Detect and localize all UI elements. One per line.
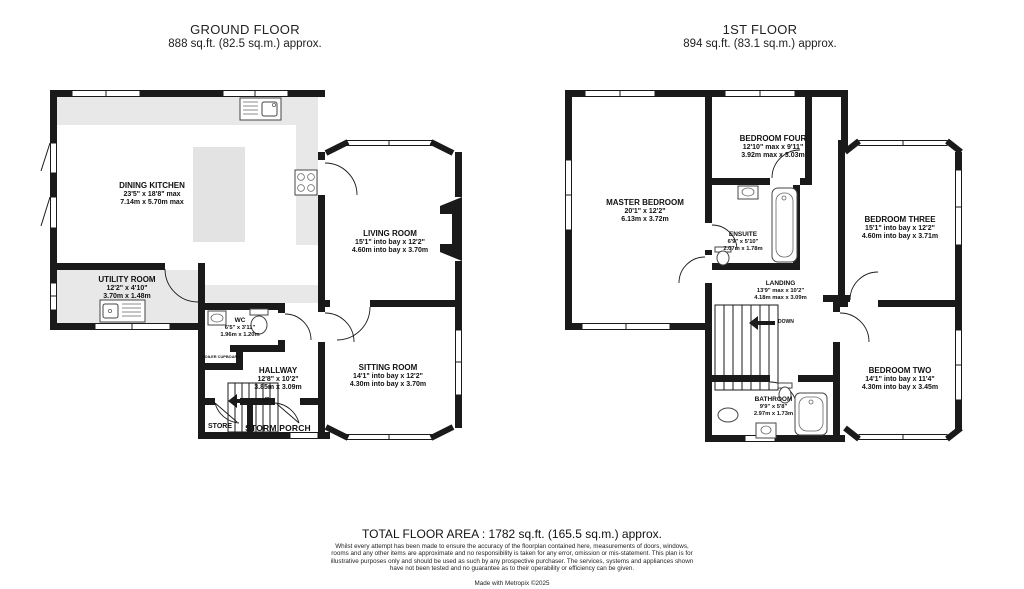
ensuite-basin-icon (738, 186, 758, 199)
room-label-utility-room: UTILITY ROOM 12'2" x 4'10" 3.70m x 1.48m (98, 275, 156, 300)
room-label-master-bedroom: MASTER BEDROOM 20'1" x 12'2" 6.13m x 3.72m (606, 198, 684, 223)
room-label-bedroom-four: BEDROOM FOUR 12'10" max x 9'11" 3.92m max x 3.03m (739, 134, 807, 159)
bay-window (347, 434, 432, 440)
room-label-bedroom-two: BEDROOM TWO 14'1" into bay x 11'4" 4.30m into bay x 3.45m (861, 366, 939, 391)
stairs-down-label: DOWN (778, 319, 794, 325)
door-arc (850, 272, 878, 300)
bay-window (859, 434, 947, 440)
kitchen-sink-icon (240, 98, 281, 120)
window (72, 90, 140, 97)
window (41, 143, 57, 173)
room-label-dining-kitchen: DINING KITCHEN 23'5" x 18'8" max 7.14m x 5.70m max (119, 181, 185, 206)
room-label-boiler-cupboard: BOILER CUPBOARD (201, 354, 241, 359)
bay-window-angles (326, 142, 453, 438)
door-arc (325, 163, 357, 195)
room-label-landing: LANDING 13'9" max x 10'2" 4.18m max x 3.09m (754, 280, 807, 301)
credit-text: Made with Metropix ©2025 (474, 580, 550, 587)
room-label-wc: WC 6'5" x 3'11" 1.96m x 1.20m (220, 317, 260, 338)
window (725, 90, 795, 97)
bay-window (347, 140, 432, 146)
stove-icon (295, 170, 317, 195)
room-label-hallway: HALLWAY 12'8" x 10'2" 3.85m x 3.09m (254, 366, 302, 391)
first-floor-area-text: 894 sq.ft. (83.1 sq.m.) approx. (683, 38, 837, 50)
window (582, 323, 670, 330)
window (223, 90, 288, 97)
room-label-ensuite: ENSUITE 6'9" x 5'10" 2.07m x 1.78m (723, 231, 763, 252)
room-label-bedroom-three: BEDROOM THREE 15'1" into bay x 12'2" 4.60m into bay x 3.71m (861, 215, 939, 240)
bay-window (859, 140, 947, 146)
door-arc (285, 314, 311, 340)
window (95, 323, 170, 330)
door-arc (679, 257, 705, 283)
bay-window-angles (845, 141, 961, 439)
room-label-store: STORE (208, 423, 232, 430)
ground-floor-title-text: GROUND FLOOR (190, 22, 300, 37)
door-arc (840, 313, 869, 342)
total-floor-area: TOTAL FLOOR AREA : 1782 sq.ft. (165.5 sq.m.) approx. (362, 527, 662, 541)
disclaimer-text: Whilst every attempt has been made to ensure the accuracy of the floorplan contained here, measurements of doors, windows, rooms and any other items are approximate and no responsibility is taken for any error, omission or mis-statement. This plan is for illustrative purposes only and should be used as such by any prospective purchaser. The services, systems and appliances shown have not been tested and no guarantee as to their operability or efficiency can be given. (330, 543, 694, 573)
room-label-bathroom: BATHROOM 9'9" x 5'8" 2.97m x 1.73m (753, 396, 794, 417)
up-arrow-icon (236, 399, 252, 403)
room-label-living-room: LIVING ROOM 15'1" into bay x 12'2" 4.60m into bay x 3.70m (351, 229, 429, 254)
utility-sink-icon (100, 300, 145, 322)
ground-floor-title (85, 22, 405, 50)
ground-floor-plan (40, 85, 470, 450)
room-label-sitting-room: SITTING ROOM 14'1" into bay x 12'2" 4.30m into bay x 3.70m (349, 363, 427, 388)
window (41, 197, 57, 228)
first-floor-title (580, 22, 940, 50)
window (290, 432, 318, 439)
room-label-storm-porch: STORM PORCH (245, 423, 311, 433)
down-arrow-icon (757, 321, 775, 325)
ground-floor-area-text: 888 sq.ft. (82.5 sq.m.) approx. (168, 38, 322, 50)
first-floor-title-text: 1ST FLOOR (722, 22, 798, 37)
stairs-up-label: UP (262, 397, 270, 403)
window (585, 90, 655, 97)
